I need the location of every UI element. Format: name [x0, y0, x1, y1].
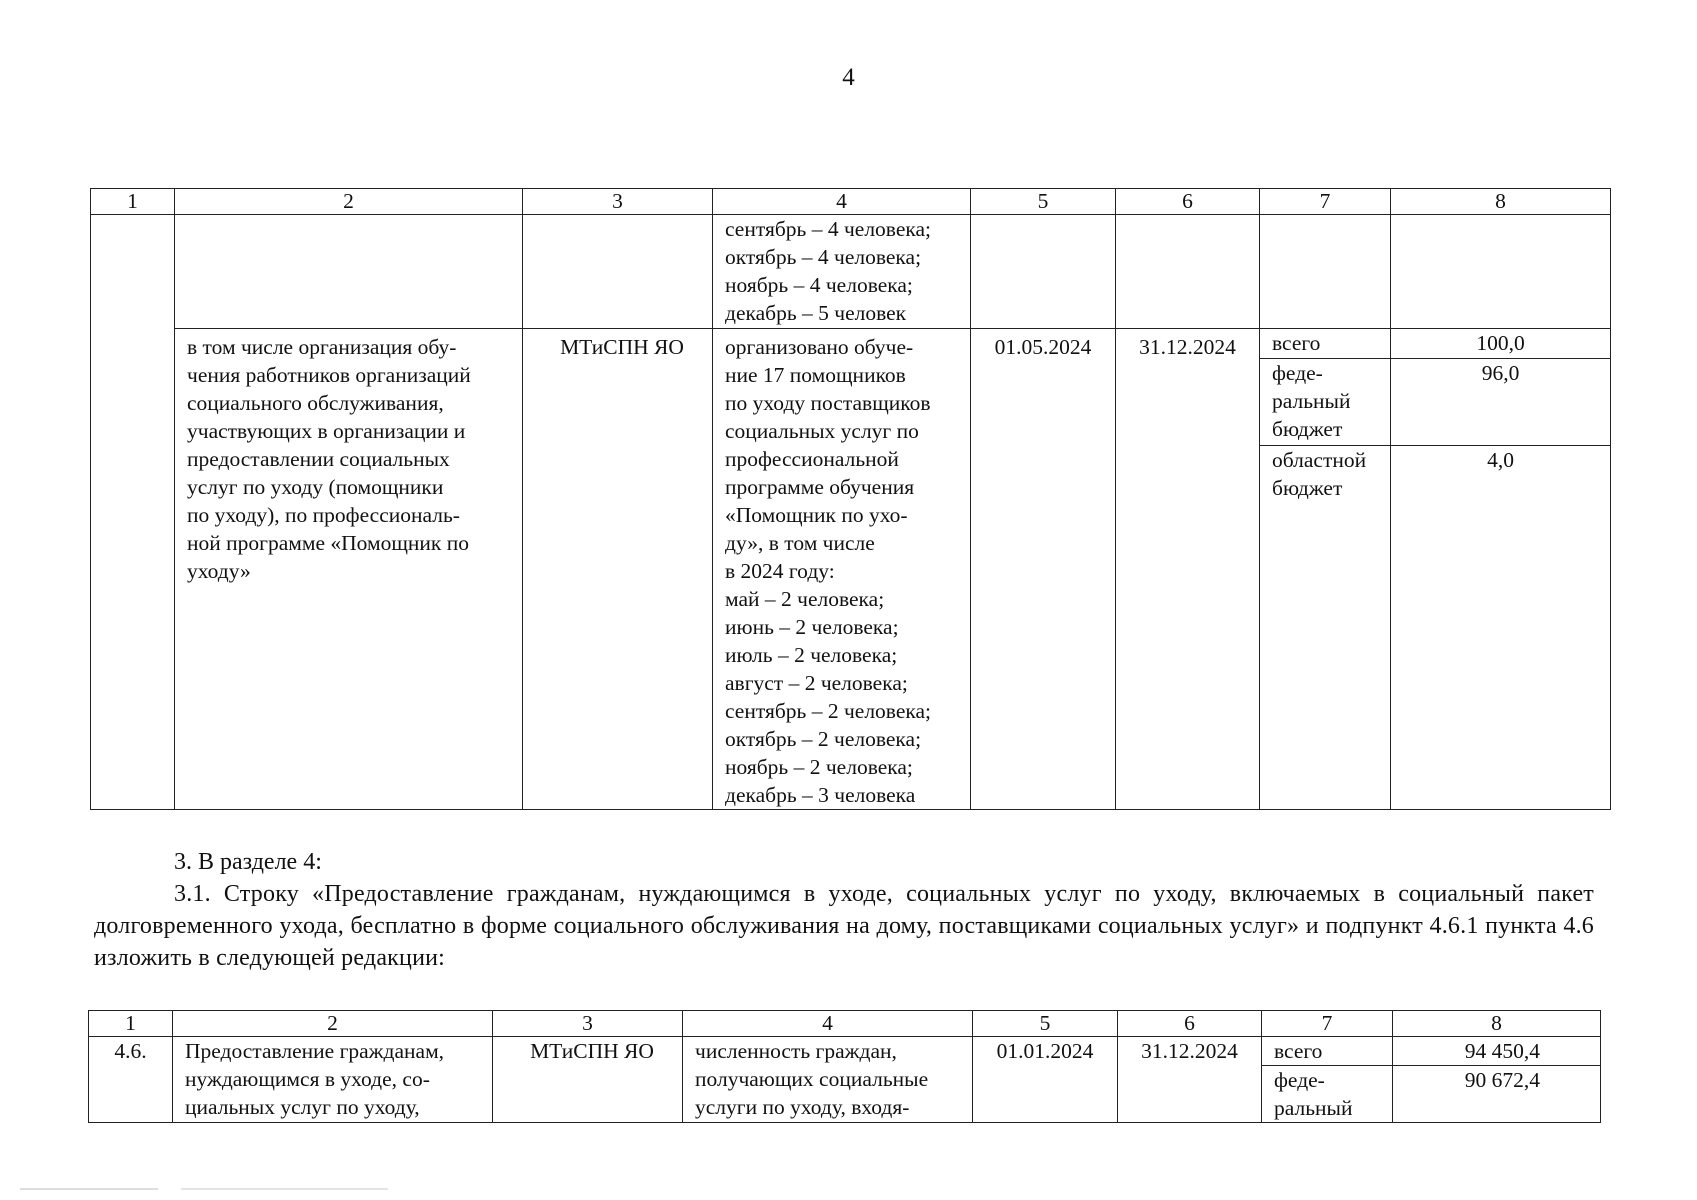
table-row [91, 215, 1611, 329]
table-header-row [89, 1011, 1601, 1037]
column-number-6: 6 [1116, 189, 1260, 215]
activity-cell [173, 1037, 493, 1123]
budget-source-cell [1260, 446, 1391, 810]
activity-line: в том числе организация обу- [187, 335, 457, 359]
column-number-5: 5 [973, 1011, 1118, 1037]
result-line: июнь – 2 человека; [725, 615, 899, 639]
column-number-2: 2 [175, 189, 523, 215]
column-number-8: 8 [1391, 189, 1611, 215]
budget-amount-cell: 90 672,4 [1393, 1066, 1601, 1123]
column-number-3: 3 [523, 189, 713, 215]
result-line: ние 17 помощников [725, 363, 906, 387]
budget-amount-cell: 4,0 [1391, 446, 1611, 810]
start-date-cell: 01.05.2024 [971, 329, 1116, 810]
activity-line: услуг по уходу (помощники [187, 475, 444, 499]
result-line: численность граждан, [695, 1039, 897, 1063]
budget-label: феде- [1274, 1068, 1325, 1092]
activity-line: Предоставление гражданам, [185, 1039, 445, 1063]
budget-label: ральный [1274, 1096, 1353, 1120]
budget-label: бюджет [1272, 417, 1343, 442]
result-line: профессиональной [725, 447, 899, 471]
result-line: организовано обуче- [725, 335, 914, 359]
budget-label: областной [1272, 448, 1367, 473]
result-line: август – 2 человека; [725, 671, 908, 695]
replacement-table [88, 1010, 1601, 1123]
budget-source-cell [1262, 1037, 1393, 1066]
budget-label: всего [1272, 331, 1321, 355]
start-date-cell [971, 215, 1116, 329]
activity-line: циальных услуг по уходу, [185, 1095, 420, 1119]
result-line: октябрь – 2 человека; [725, 727, 922, 751]
result-line: программе обучения [725, 475, 915, 499]
end-date-cell: 31.12.2024 [1116, 329, 1260, 810]
result-cell [713, 329, 971, 810]
budget-label: феде- [1272, 361, 1323, 386]
result-line: ноябрь – 4 человека; [725, 273, 913, 297]
column-number-3: 3 [493, 1011, 683, 1037]
table-row [91, 329, 1611, 359]
row-number-cell: 4.6. [89, 1037, 173, 1123]
budget-amount-cell: 100,0 [1391, 329, 1611, 359]
executor-cell: МТиСПН ЯО [523, 329, 713, 810]
result-line: по уходу поставщиков [725, 391, 931, 415]
result-line: сентябрь – 2 человека; [725, 699, 932, 723]
activity-line: ной программе «Помощник по [187, 531, 469, 555]
budget-source-cell [1262, 1066, 1393, 1123]
budget-source-cell [1260, 215, 1391, 329]
activity-line: социального обслуживания, [187, 391, 444, 415]
column-number-1: 1 [89, 1011, 173, 1037]
end-date-cell [1116, 215, 1260, 329]
budget-label: всего [1274, 1039, 1323, 1063]
result-line: декабрь – 5 человек [725, 301, 907, 325]
column-number-6: 6 [1118, 1011, 1262, 1037]
executor-cell: МТиСПН ЯО [493, 1037, 683, 1123]
result-line: в 2024 году: [725, 559, 835, 583]
column-number-1: 1 [91, 189, 175, 215]
column-number-8: 8 [1393, 1011, 1601, 1037]
page-number: 4 [842, 64, 855, 91]
result-line: «Помощник по ухо- [725, 503, 908, 527]
continuation-table [90, 188, 1611, 810]
column-number-5: 5 [971, 189, 1116, 215]
budget-label: ральный [1272, 389, 1351, 414]
result-line: получающих социальные [695, 1067, 929, 1091]
result-line: июль – 2 человека; [725, 643, 898, 667]
scan-artifact [20, 1188, 480, 1190]
budget-amount-cell: 94 450,4 [1393, 1037, 1601, 1066]
column-number-2: 2 [173, 1011, 493, 1037]
result-line: октябрь – 4 человека; [725, 245, 922, 269]
result-line: май – 2 человека; [725, 587, 885, 611]
section-paragraph: 3.1. Строку «Предоставление гражданам, нуждающимся в уходе, социальных услуг по уходу, включаемых в социальный пакет долговременного ухода, бесплатно в форме социального обслуживания на дому, поставщиками социальных услуг» и подпункт 4.6.1 пункта 4.6 изложить в следующей редакции: [94, 881, 1594, 971]
table-row [89, 1037, 1601, 1066]
column-number-4: 4 [683, 1011, 973, 1037]
start-date-cell: 01.01.2024 [973, 1037, 1118, 1123]
table-header-row [91, 189, 1611, 215]
budget-amount-cell: 96,0 [1391, 359, 1611, 446]
activity-line: предоставлении социальных [187, 447, 450, 471]
budget-amount-cell [1391, 215, 1611, 329]
result-line: ноябрь – 2 человека; [725, 755, 913, 779]
activity-line: по уходу), по профессиональ- [187, 503, 460, 527]
row-number-cell [91, 215, 175, 810]
activity-line: уходу» [187, 559, 251, 583]
result-line: услуги по уходу, входя- [695, 1095, 910, 1119]
activity-line: нуждающимся в уходе, со- [185, 1067, 430, 1091]
budget-source-cell [1260, 359, 1391, 446]
column-number-7: 7 [1262, 1011, 1393, 1037]
result-line: декабрь – 3 человека [725, 783, 916, 807]
end-date-cell: 31.12.2024 [1118, 1037, 1262, 1123]
executor-cell [523, 215, 713, 329]
column-number-7: 7 [1260, 189, 1391, 215]
activity-cell [175, 215, 523, 329]
budget-label: бюджет [1272, 476, 1343, 501]
result-cell [683, 1037, 973, 1123]
result-line: ду», в том числе [725, 531, 875, 555]
column-number-4: 4 [713, 189, 971, 215]
budget-source-cell [1260, 329, 1391, 359]
activity-line: чения работников организаций [187, 363, 471, 387]
section-heading: 3. В разделе 4: [174, 849, 322, 875]
result-line: социальных услуг по [725, 419, 919, 443]
result-cell [713, 215, 971, 329]
result-line: сентябрь – 4 человека; [725, 217, 932, 241]
activity-cell [175, 329, 523, 810]
activity-line: участвующих в организации и [187, 419, 466, 443]
